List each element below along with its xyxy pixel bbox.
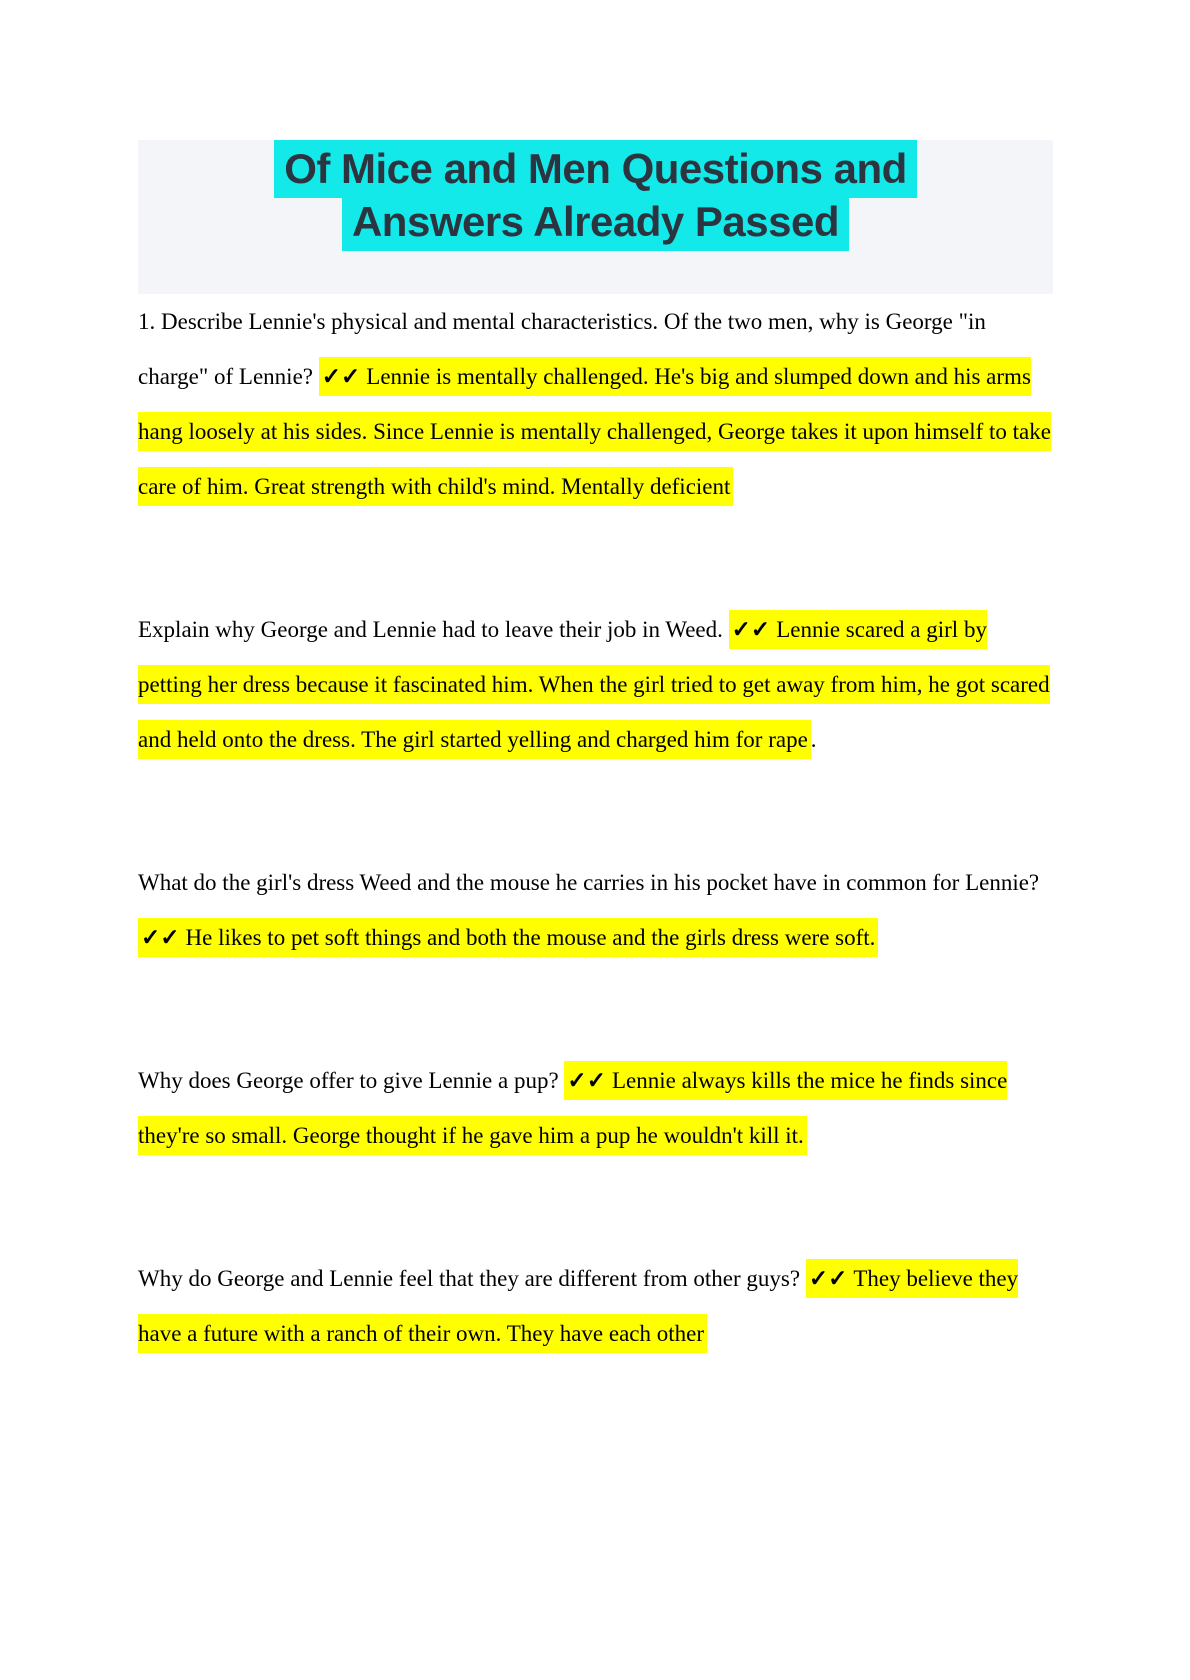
title-highlight	[342, 193, 849, 251]
qa-paragraph	[138, 294, 1053, 514]
qa-paragraph	[138, 1251, 1053, 1361]
checkmark-icon: ✓✓	[806, 1259, 851, 1298]
title-text: Of Mice and Men Questions and	[284, 145, 907, 192]
qa-paragraph	[138, 602, 1053, 767]
answer-highlight-text: They believe they have a future with a ranch of their own. They have each other	[138, 1259, 1018, 1353]
checkmark-icon: ✓✓	[564, 1061, 609, 1100]
document-title-line-2	[138, 195, 1053, 248]
checkmark-icon: ✓✓	[138, 918, 183, 957]
answer-highlight-text: Lennie scared a girl by petting her dress because it fascinated him. When the girl tried to get away from him, he got scared and held onto the dress. The girl started yelling and charged him for rape	[138, 610, 1050, 759]
question-text: 1. Describe Lennie's physical and mental characteristics. Of the two men, why is George "in charge" of Lennie?	[138, 309, 986, 389]
checkmark-icon: ✓✓	[729, 610, 774, 649]
question-text: What do the girl's dress Weed and the mouse he carries in his pocket have in common for Lennie?	[138, 870, 1040, 895]
document-title-line-1	[138, 142, 1053, 195]
question-text: Why do George and Lennie feel that they are different from other guys?	[138, 1266, 806, 1291]
answer-highlight-text: Lennie is mentally challenged. He's big and slumped down and his arms hang loosely at his sides. Since Lennie is mentally challenged, George takes it upon himself to take care of him. Great strength with child's mind. Mentally deficient	[138, 357, 1051, 506]
title-highlight	[274, 140, 917, 198]
qa-paragraph	[138, 1053, 1053, 1163]
title-banner	[138, 140, 1053, 294]
qa-paragraph	[138, 855, 1053, 965]
question-text: .	[810, 727, 817, 752]
answer-highlight-text: Lennie always kills the mice he finds since they're so small. George thought if he gave him a pup he wouldn't kill it.	[138, 1061, 1007, 1155]
document-body	[138, 294, 1053, 1361]
document-page	[138, 140, 1053, 1361]
checkmark-icon: ✓✓	[319, 357, 364, 396]
answer-highlight-text: He likes to pet soft things and both the mouse and the girls dress were soft.	[183, 918, 879, 957]
question-text: Explain why George and Lennie had to leave their job in Weed.	[138, 617, 729, 642]
title-text: Answers Already Passed	[351, 198, 840, 245]
question-text: Why does George offer to give Lennie a pup?	[138, 1068, 565, 1093]
